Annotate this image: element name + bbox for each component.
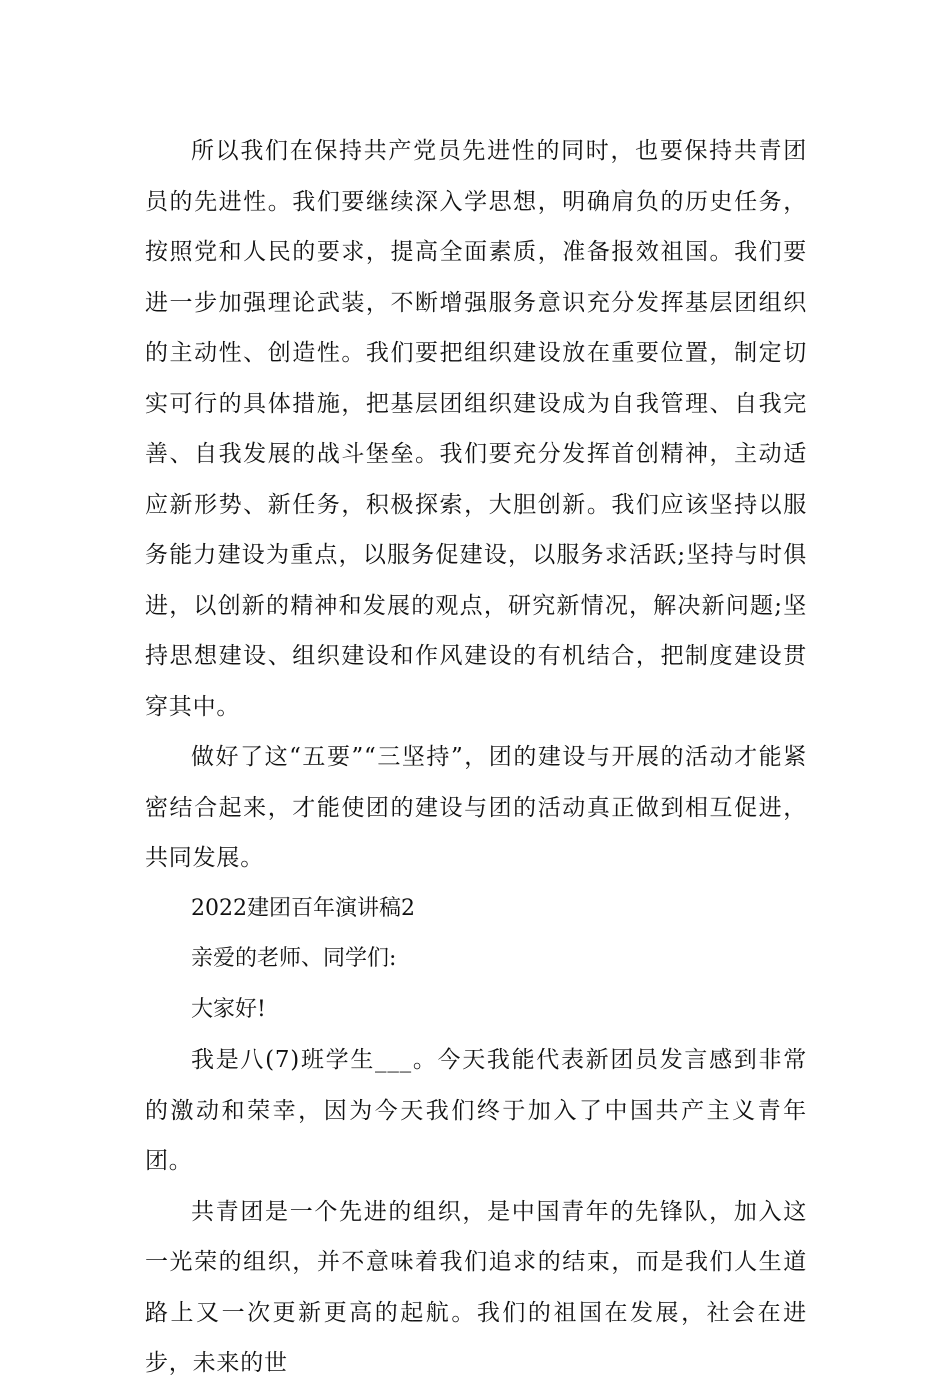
section-title: 2022建团百年演讲稿2: [191, 895, 415, 921]
document-page: [145, 126, 807, 1389]
body-paragraph: 所以我们在保持共产党员先进性的同时，也要保持共青团员的先进性。我们要继续深入学思想，明确肩负的历史任务，按照党和人民的要求，提高全面素质，准备报效祖国。我们要进一步加强理论武装，不断增强服务意识充分发挥基层团组织的主动性、创造性。我们要把组织建设放在重要位置，制定切实可行的具体措施，把基层团组织建设成为自我管理、自我完善、自我发展的战斗堡垒。我们要充分发挥首创精神，主动适应新形势、新任务，积极探索，大胆创新。我们应该坚持以服务能力建设为重点，以服务促建设，以服务求活跃;坚持与时俱进，以创新的精神和发展的观点，研究新情况，解决新问题;坚持思想建设、组织建设和作风建设的有机结合，把制度建设贯穿其中。: [145, 138, 807, 720]
greeting: 大家好!: [191, 996, 266, 1022]
body-paragraph: 做好了这“五要”“三坚持”，团的建设与开展的活动才能紧密结合起来，才能使团的建设与团的活动真正做到相互促进，共同发展。: [145, 744, 807, 871]
body-paragraph: 共青团是一个先进的组织，是中国青年的先锋队，加入这一光荣的组织，并不意味着我们追求的结束，而是我们人生道路上又一次更新更高的起航。我们的祖国在发展，社会在进步，未来的世: [145, 1198, 807, 1376]
salutation: 亲爱的老师、同学们:: [191, 946, 397, 971]
body-paragraph: 我是八(7)班学生___。今天我能代表新团员发言感到非常的激动和荣幸，因为今天我们终于加入了中国共产主义青年团。: [145, 1047, 807, 1174]
